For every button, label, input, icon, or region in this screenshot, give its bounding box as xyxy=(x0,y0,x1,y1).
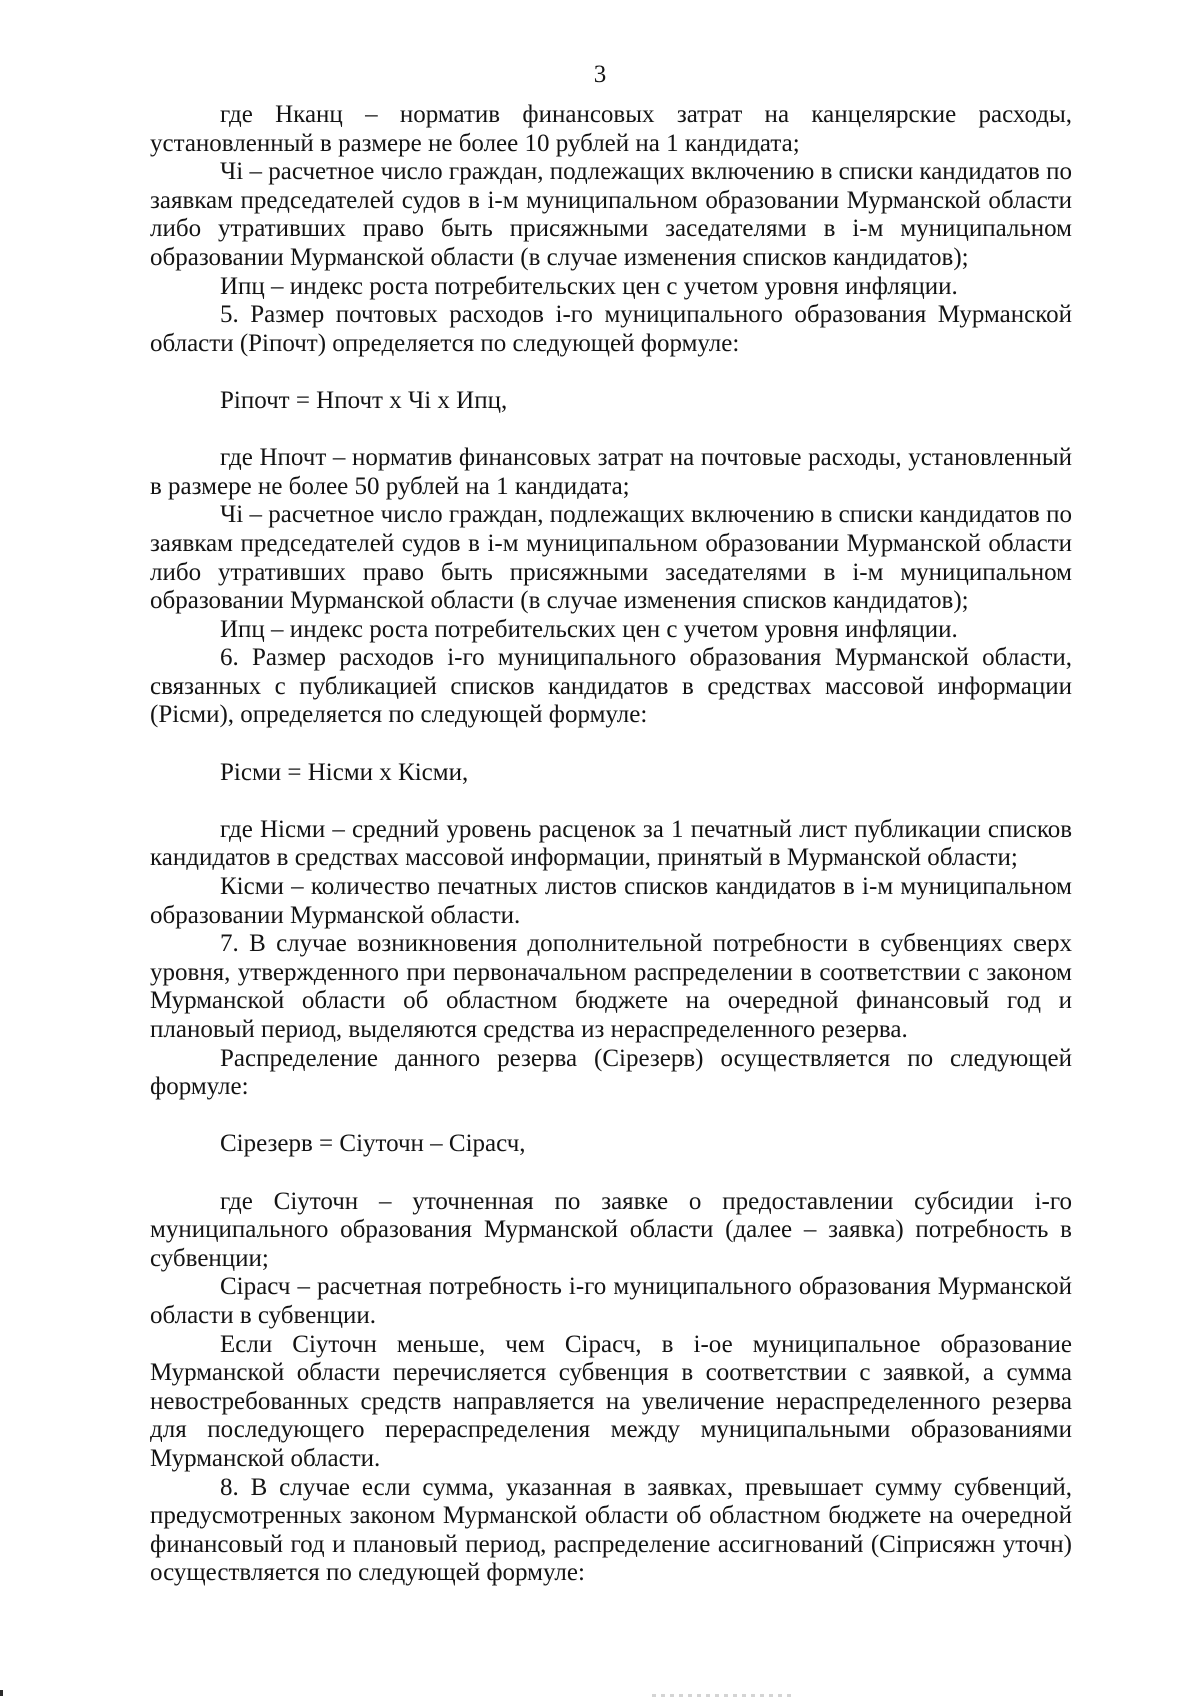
condition-less-than: Если Сiуточн меньше, чем Сiрасч, в i-ое муниципальное образование Мурманской области перечисляется субвенция в соответствии с заявкой, а сумма невостребованных средств направляется на увеличение нераспределенного резерва для последующего перераспределения между муниципальными образованиями Мурманской области. xyxy=(150,1330,1072,1472)
clause-8-exceeding-amount: 8. В случае если сумма, указанная в заявках, превышает сумму субвенций, предусмотренных законом Мурманской области об областном бюджете на очередной финансовый год и плановый период, распределение ассигнований (Сiприсяжн уточн) осуществляется по следующей формуле: xyxy=(150,1473,1072,1587)
formula-media: Рiсми = Нiсми x Кiсми, xyxy=(220,758,469,786)
scan-edge-mark xyxy=(0,1690,3,1696)
reserve-distribution: Распределение данного резерва (Сiрезерв) осуществляется по следующей формуле: xyxy=(150,1044,1072,1101)
definition-chi-2: Чi – расчетное число граждан, подлежащих включению в списки кандидатов по заявкам председателей судов в i-м муниципальном образовании Мурманской области либо утративших право быть присяжными заседателями в i-м муниципальном образовании Мурманской области (в случае изменения списков кандидатов); xyxy=(150,501,1072,615)
definition-kismi: Кiсми – количество печатных листов списков кандидатов в i-м муниципальном образовании Мурманской области. xyxy=(150,873,1072,929)
definition-ipts: Ипц – индекс роста потребительских цен с учетом уровня инфляции. xyxy=(220,272,958,300)
definition-siutochn: где Сiуточн – уточненная по заявке о предоставлении субсидии i-го муниципального образования Мурманской области (далее – заявка) потребность в субвенции; xyxy=(150,1187,1072,1272)
scan-bottom-smudge xyxy=(652,1694,792,1697)
definition-sirasch: Сiрасч – расчетная потребность i-го муниципального образования Мурманской области в субвенции. xyxy=(150,1273,1072,1329)
definition-nismi: где Нiсми – средний уровень расценок за 1 печатный лист публикации списков кандидатов в средствах массовой информации, принятый в Мурманской области; xyxy=(150,815,1072,872)
formula-postal: Рiпочт = Нпочт x Чi x Ипц, xyxy=(220,386,508,414)
definition-ipts-2: Ипц – индекс роста потребительских цен с учетом уровня инфляции. xyxy=(220,615,958,643)
clause-7-additional-need: 7. В случае возникновения дополнительной потребности в субвенциях сверх уровня, утвержденного при первоначальном распределении в соответствии с законом Мурманской области об областном бюджете на очередной финансовый год и плановый период, выделяются средства из нераспределенного резерва. xyxy=(150,930,1072,1043)
definition-nkants: где Нканц – норматив финансовых затрат на канцелярские расходы, установленный в размере не более 10 рублей на 1 кандидата; xyxy=(150,101,1072,157)
definition-chi: Чi – расчетное число граждан, подлежащих включению в списки кандидатов по заявкам председателей судов в i-м муниципальном образовании Мурманской области либо утративших право быть присяжными заседателями в i-м муниципальном образовании Мурманской области (в случае изменения списков кандидатов); xyxy=(150,158,1072,271)
definition-npocht: где Нпочт – норматив финансовых затрат на почтовые расходы, установленный в размере не более 50 рублей на 1 кандидата; xyxy=(150,444,1072,500)
clause-6-media-expenses: 6. Размер расходов i-го муниципального образования Мурманской области, связанных с публикацией списков кандидатов в средствах массовой информации (Рiсми), определяется по следующей формуле: xyxy=(150,644,1072,729)
clause-5-postal-expenses: 5. Размер почтовых расходов i-го муниципального образования Мурманской области (Рiпочт) определяется по следующей формуле: xyxy=(150,301,1072,357)
formula-reserve: Сiрезерв = Сiуточн – Сiрасч, xyxy=(220,1130,526,1158)
page-number: 3 xyxy=(593,61,607,88)
document-body xyxy=(150,101,1072,1588)
